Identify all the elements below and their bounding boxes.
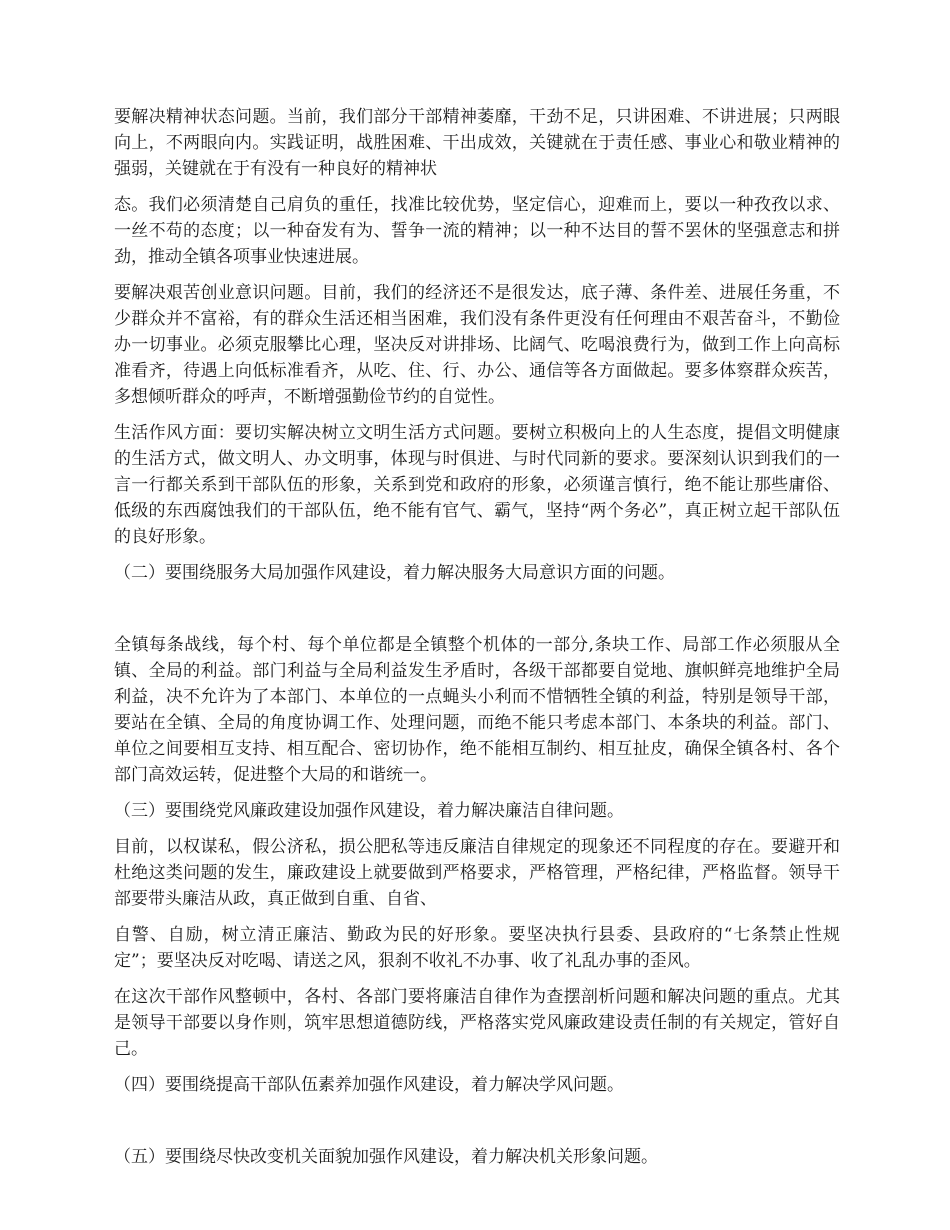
paragraph-overall-interest: 全镇每条战线，每个村、每个单位都是全镇整个机体的一部分,条块工作、局部工作必须服从全镇、全局的利益。部门利益与全局利益发生矛盾时，各级干部都要自觉地、旗帜鲜亮地维护全局利益，决不允许为了本部门、本单位的一点蝇头小利而不惜牺牲全镇的利益，特别是领导干部，要站在全镇、全局的角度协调工作、处理问题，而绝不能只考虑本部门、本条块的利益。部门、单位之间要相互支持、相互配合、密切协作，绝不能相互制约、相互扯皮，确保全镇各村、各个部门高效运转，促进整个大局的和谐统一。 [114, 635, 840, 785]
heading-section-5: （五）要围绕尽快改变机关面貌加强作风建设，着力解决机关形象问题。 [114, 1147, 658, 1167]
paragraph-integrity: 目前，以权谋私，假公济私，损公肥私等违反廉洁自律规定的现象还不同程度的存在。要避开和杜绝这类问题的发生，廉政建设上就要做到严格要求，严格管理，严格纪律，严格监督。领导干部要带头廉洁从政，真正做到自重、自省、 [114, 837, 840, 909]
paragraph-hard-work: 要解决艰苦创业意识问题。目前，我们的经济还不是很发达，底子薄、条件差、进展任务重，不少群众并不富裕，有的群众生活还相当困难，我们没有条件更没有任何理由不艰苦奋斗，不勤俭办一切事业。必须克服攀比心理，坚决反对讲排场、比阔气、吃喝浪费行为，做到工作上向高标准看齐，待遇上向低标准看齐，从吃、住、行、办公、通信等各方面做起。要多体察群众疾苦，多想倾听群众的呼声，不断增强勤俭节约的自觉性。 [114, 283, 840, 407]
paragraph-spirit-state-continued: 态。我们必须清楚自己肩负的重任，找准比较优势，坚定信心，迎难而上，要以一种孜孜以求、一丝不苟的态度；以一种奋发有为、誓争一流的精神；以一种不达目的誓不罢休的坚强意志和拼劲，推动全镇各项事业快速进展。 [114, 195, 840, 267]
heading-section-3: （三）要围绕党风廉政建设加强作风建设，着力解决廉洁自律问题。 [114, 801, 624, 821]
heading-section-4: （四）要围绕提高干部队伍素养加强作风建设，着力解决学风问题。 [114, 1075, 624, 1095]
paragraph-self-discipline: 在这次干部作风整顿中，各村、各部门要将廉洁自律作为查摆剖析问题和解决问题的重点。尤其是领导干部要以身作则，筑牢思想道德防线，严格落实党风廉政建设责任制的有关规定，管好自己。 [114, 987, 840, 1059]
heading-section-2: （二）要围绕服务大局加强作风建设，着力解决服务大局意识方面的问题。 [114, 563, 675, 583]
paragraph-spirit-state: 要解决精神状态问题。当前，我们部分干部精神萎靡，干劲不足，只讲困难、不讲进展；只两眼向上，不两眼向内。实践证明，战胜困难、干出成效，关键就在于责任感、事业心和敬业精神的强弱，关键就在于有没有一种良好的精神状 [114, 107, 840, 179]
paragraph-integrity-continued: 自警、自励，树立清正廉洁、勤政为民的好形象。要坚决执行县委、县政府的“七条禁止性规定”；要坚决反对吃喝、请送之风，狠刹不收礼不办事、收了礼乱办事的歪风。 [114, 925, 840, 971]
paragraph-lifestyle: 生活作风方面：要切实解决树立文明生活方式问题。要树立积极向上的人生态度，提倡文明健康的生活方式，做文明人、办文明事，体现与时俱进、与时代同新的要求。要深刻认识到我们的一言一行都关系到干部队伍的形象，关系到党和政府的形象，必须谨言慎行，绝不能让那些庸俗、低级的东西腐蚀我们的干部队伍，绝不能有官气、霸气，坚持“两个务必”，真正树立起干部队伍的良好形象。 [114, 423, 840, 547]
document-page [114, 104, 840, 1170]
